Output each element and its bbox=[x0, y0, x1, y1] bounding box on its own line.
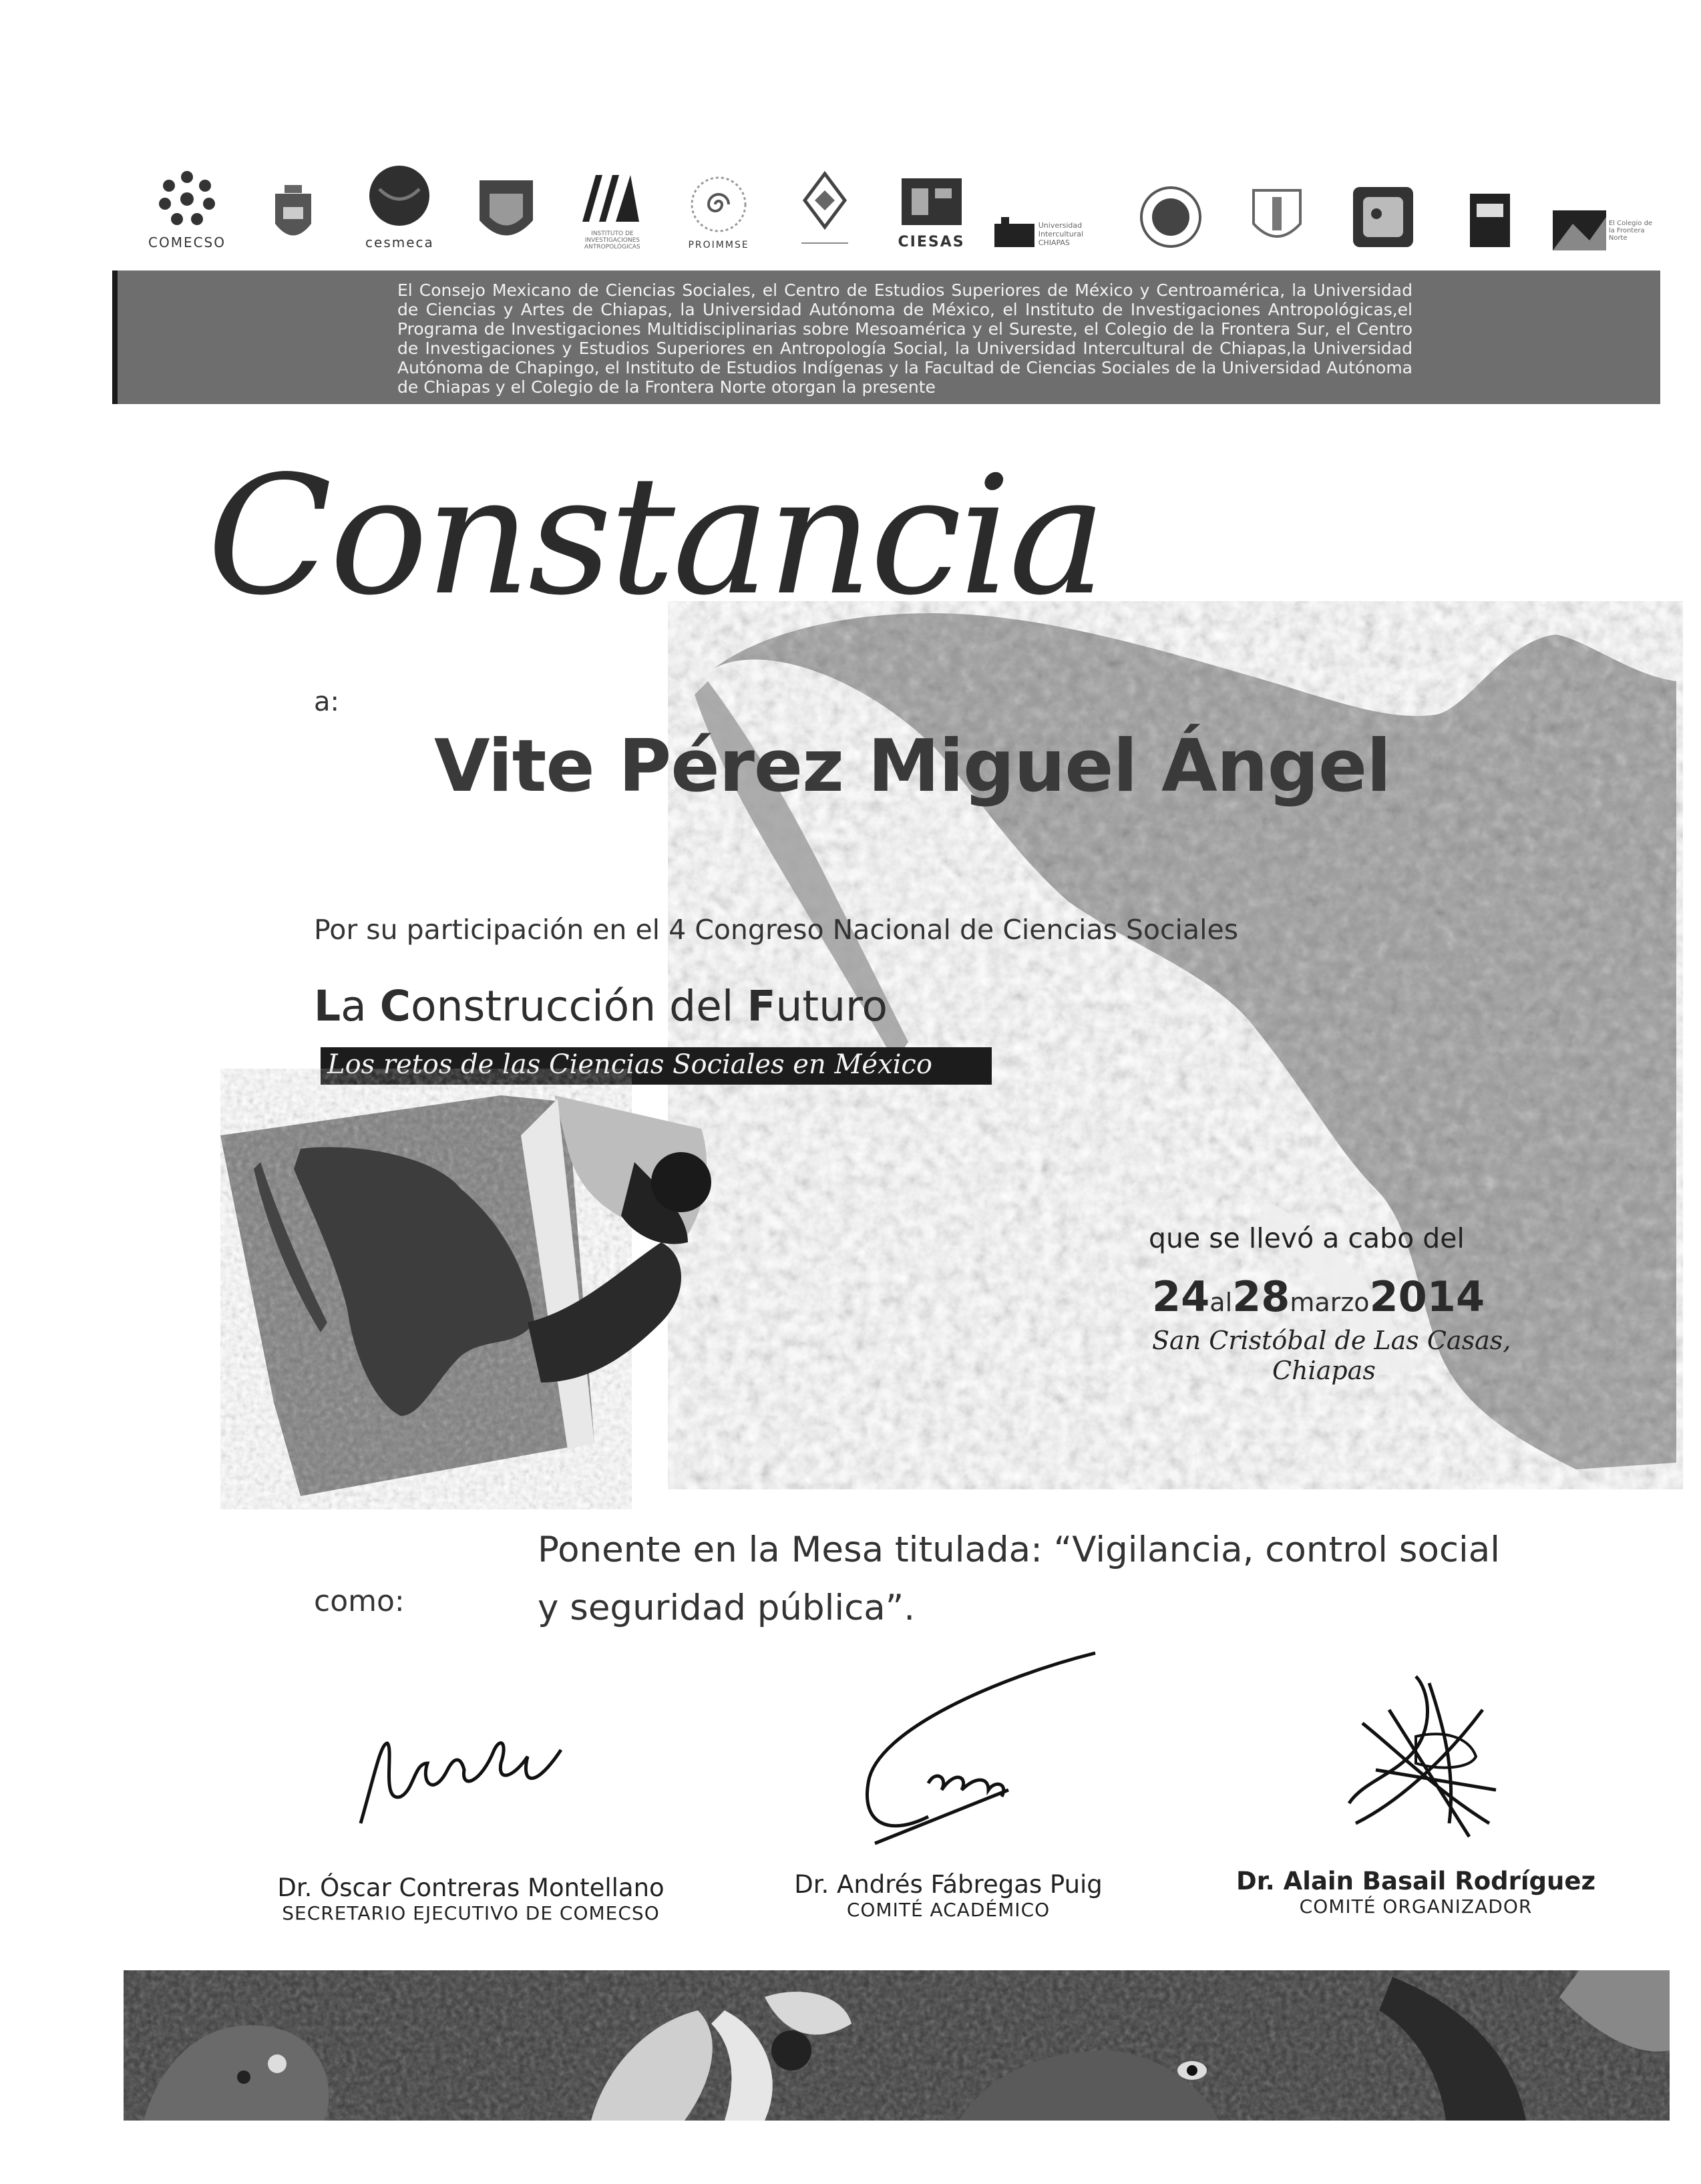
unam-shield-icon bbox=[476, 177, 536, 250]
place-state: Chiapas bbox=[1272, 1356, 1376, 1385]
date-end: 28 bbox=[1232, 1272, 1290, 1321]
date-month: marzo bbox=[1290, 1288, 1370, 1317]
jungle-jaguar-artwork bbox=[124, 1970, 1670, 2121]
cesmeca-label: cesmeca bbox=[365, 234, 434, 250]
ecosur-logo bbox=[781, 170, 868, 250]
participation-text: Por su participación en el 4 Congreso Nacional de Ciencias Sociales bbox=[314, 914, 1239, 946]
uich-logo bbox=[994, 217, 1108, 250]
colef-icon bbox=[1553, 210, 1606, 250]
signature-fabregas bbox=[835, 1650, 1102, 1857]
colef-label: El Colegio de la Frontera Norte bbox=[1608, 219, 1653, 242]
colef-logo bbox=[1553, 210, 1660, 250]
glyph-icon bbox=[1350, 184, 1416, 250]
ciesas-label: CIESAS bbox=[898, 234, 965, 250]
iia-logo bbox=[569, 172, 656, 250]
signatory-2 bbox=[748, 1870, 1149, 1921]
sponsor-logo-strip bbox=[144, 150, 1660, 250]
ciesas-logo bbox=[888, 175, 975, 250]
proimmse-logo bbox=[675, 174, 762, 250]
certificate-title: Constancia bbox=[207, 441, 1104, 631]
cesmeca-globe-icon bbox=[366, 162, 433, 229]
proimmse-label: PROIMMSE bbox=[688, 240, 749, 250]
peeled-map-illustration bbox=[220, 1069, 795, 1509]
unach-logo bbox=[1234, 184, 1320, 250]
role-line-2: y seguridad pública”. bbox=[538, 1588, 916, 1628]
role-line-1: Ponente en la Mesa titulada: “Vigilancia, control social bbox=[538, 1529, 1500, 1570]
iia-icon bbox=[576, 172, 649, 225]
indigenous-studies-logo bbox=[1340, 184, 1427, 250]
signatory-3-role: COMITÉ ORGANIZADOR bbox=[1299, 1895, 1533, 1918]
place-city: San Cristóbal de Las Casas, bbox=[1152, 1326, 1511, 1355]
date-year: 2014 bbox=[1369, 1272, 1485, 1321]
decorative-footer bbox=[124, 1970, 1670, 2121]
shield-icon bbox=[270, 184, 317, 250]
congress-title-f: F bbox=[747, 982, 776, 1031]
signature-basail bbox=[1336, 1670, 1509, 1843]
congress-title-a: a bbox=[341, 982, 380, 1031]
congress-title-c: C bbox=[379, 982, 411, 1031]
unach-shield-icon bbox=[1247, 184, 1307, 250]
congress-title-onstruccion: onstrucción del bbox=[411, 982, 747, 1031]
date-start: 24 bbox=[1152, 1272, 1210, 1321]
event-dates bbox=[1152, 1272, 1485, 1321]
fcs-icon bbox=[1467, 190, 1513, 250]
signatory-3-name: Dr. Alain Basail Rodríguez bbox=[1236, 1867, 1595, 1895]
chapingo-logo bbox=[1127, 184, 1214, 250]
congress-title-l: L bbox=[314, 982, 341, 1031]
to-label: a: bbox=[314, 687, 339, 717]
congress-title bbox=[314, 982, 888, 1031]
signatory-2-name: Dr. Andrés Fábregas Puig bbox=[794, 1870, 1103, 1899]
signatory-1-name: Dr. Óscar Contreras Montellano bbox=[277, 1873, 665, 1902]
signature-contreras bbox=[347, 1723, 568, 1837]
date-al: al bbox=[1209, 1288, 1233, 1317]
comecso-flower-icon bbox=[157, 169, 217, 229]
diamond-icon bbox=[798, 170, 852, 250]
chapingo-seal-icon bbox=[1137, 184, 1204, 250]
comecso-logo bbox=[144, 169, 230, 250]
uich-label: Universidad Intercultural CHIAPAS bbox=[1038, 220, 1084, 247]
signatory-1-role: SECRETARIO EJECUTIVO DE COMECSO bbox=[282, 1902, 660, 1924]
signatory-1 bbox=[264, 1873, 678, 1924]
unicach-logo bbox=[250, 184, 337, 250]
recipient-name: Vite Pérez Miguel Ángel bbox=[434, 725, 1391, 808]
fcs-logo bbox=[1447, 190, 1533, 250]
cesmeca-logo bbox=[356, 162, 443, 250]
como-label: como: bbox=[314, 1584, 405, 1618]
signatory-3 bbox=[1222, 1867, 1610, 1918]
unam-logo bbox=[463, 177, 550, 250]
comecso-label: COMECSO bbox=[148, 234, 226, 250]
institutions-text: El Consejo Mexicano de Ciencias Sociales, el Centro de Estudios Superiores de México y Centroamérica, la Universidad de Ciencias y Artes de Chiapas, la Universidad Autónoma de México, el Instituto de Investigaciones Antropológicas,el Programa de Investigaciones Multidisciplinarias sobre Mesoamérica y el Sureste, el Colegio de la Frontera Sur, el Centro de Investigaciones y Estudios Superiores en Antropología Social, la Universidad Intercultural de Chiapas,la Universidad Autónoma de Chapingo, el Instituto de Estudios Indígenas y la Facultad de Ciencias Sociales de la Universidad Autónoma de Chiapas y el Colegio de la Frontera Norte otorgan la presente bbox=[397, 281, 1412, 397]
uich-icon bbox=[994, 217, 1034, 250]
iia-label: INSTITUTO DE INVESTIGACIONES ANTROPOLÓGICAS bbox=[584, 230, 640, 250]
congress-subtitle: Los retos de las Ciencias Sociales en México bbox=[327, 1049, 932, 1080]
congress-title-uturo: uturo bbox=[775, 982, 888, 1031]
spiral-icon bbox=[689, 174, 749, 234]
held-text: que se llevó a cabo del bbox=[1149, 1222, 1465, 1254]
ciesas-emblem-icon bbox=[898, 175, 965, 228]
signatory-2-role: COMITÉ ACADÉMICO bbox=[846, 1899, 1051, 1921]
